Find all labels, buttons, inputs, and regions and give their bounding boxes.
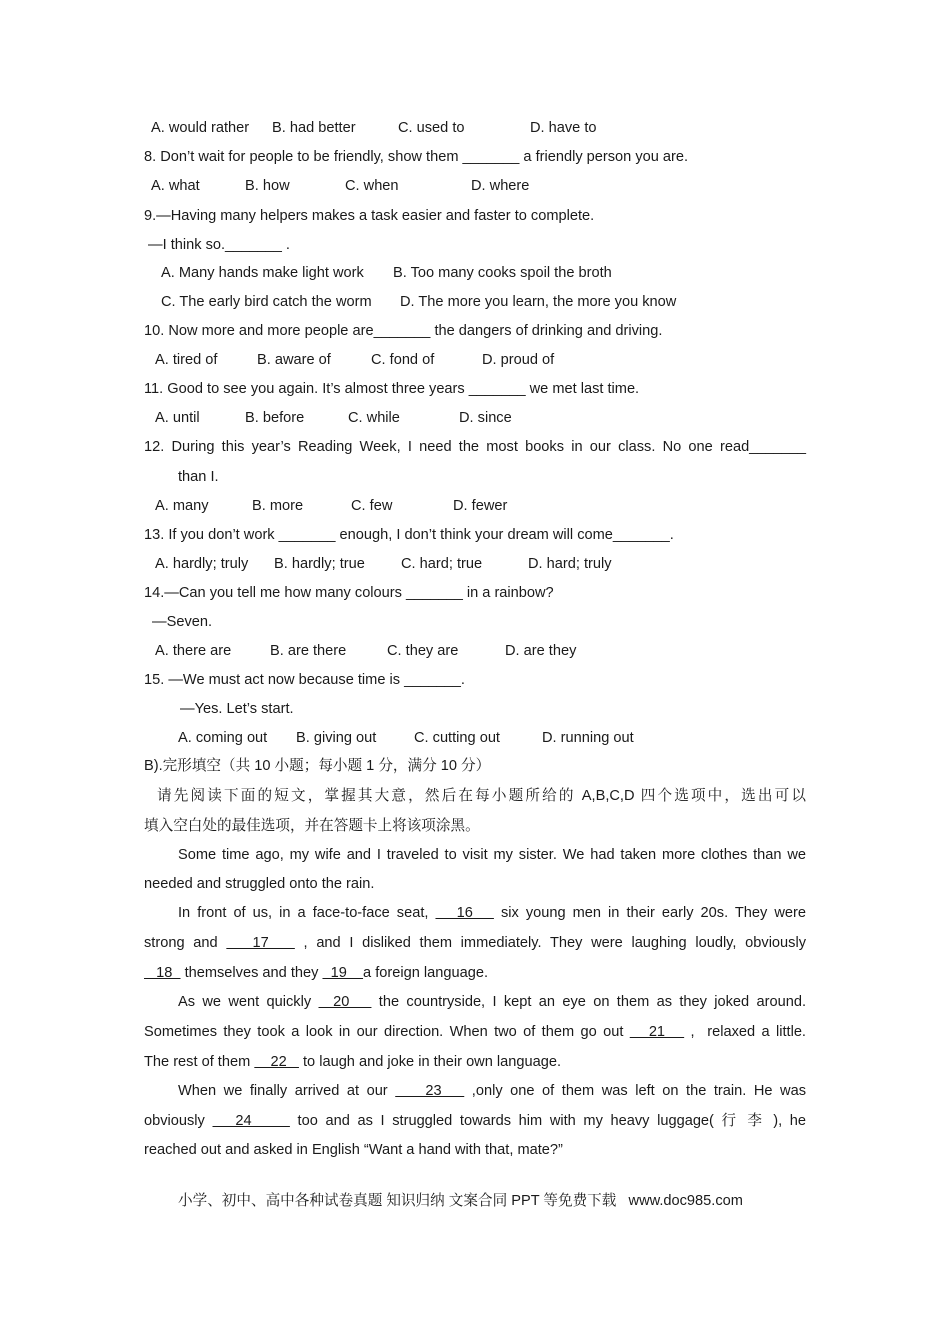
cloze-instruction-line1: 请先阅读下面的短文，掌握其大意，然后在每小题所给的 A,B,C,D 四个选项中，选出可以 [157,788,806,804]
q9-option-c: C. The early bird catch the worm [161,294,372,310]
q9-stem: 9.—Having many helpers makes a task easier and faster to complete. [144,208,595,224]
q15-option-d: D. running out [542,730,634,746]
blank-19: 19 [322,965,364,981]
q13-option-a: A. hardly; truly [155,556,249,572]
q14-stem: 14.—Can you tell me how many colours _______ in a rainbow? [144,585,554,601]
blank-21: 21 [629,1024,685,1040]
q7-option-b: B. had better [272,120,356,136]
paragraph1-line2: needed and struggled onto the rain. [144,876,375,892]
q8-option-d: D. where [471,178,530,194]
q12-stem: 12. During this year’s Reading Week, I need the most books in our class. No one read_______ [144,439,806,455]
q10-option-a: A. tired of [155,352,218,368]
q12-option-c: C. few [351,498,393,514]
paragraph3-line3: The rest of them 22 to laugh and joke in their own language. [144,1054,562,1070]
paragraph2-line2: strong and 17 , and I disliked them immediately. They were laughing loudly, obviously [144,935,806,951]
q10-stem: 10. Now more and more people are_______ the dangers of drinking and driving. [144,323,663,339]
blank-18: 18 [144,965,181,981]
q8-option-a: A. what [151,178,200,194]
q10-option-c: C. fond of [371,352,435,368]
paragraph4-line3: reached out and asked in English “Want a hand with that, mate?” [144,1142,563,1158]
q14-option-c: C. they are [387,643,459,659]
blank-24: 24 [212,1113,290,1129]
paragraph2-line1: In front of us, in a face-to-face seat, 16 six young men in their early 20s. They were [178,905,806,921]
q14-option-b: B. are there [270,643,347,659]
blank-16: 16 [435,905,494,921]
blank-22: 22 [254,1054,299,1070]
q8-option-b: B. how [245,178,290,194]
blank-20: 20 [318,994,372,1010]
q12-option-a: A. many [155,498,209,514]
paragraph3-line2: Sometimes they took a look in our direction. When two of them go out 21 , relaxed a little. [144,1024,806,1040]
q10-option-b: B. aware of [257,352,331,368]
q9-option-a: A. Many hands make light work [161,265,364,281]
page-footer: 小学、初中、高中各种试卷真题 知识归纳 文案合同 PPT 等免费下载 www.doc985.com [178,1193,743,1209]
q9-option-b: B. Too many cooks spoil the broth [393,265,612,281]
q13-option-c: C. hard; true [401,556,483,572]
q12-option-d: D. fewer [453,498,508,514]
q7-option-a: A. would rather [151,120,250,136]
q8-option-c: C. when [345,178,399,194]
blank-23: 23 [395,1083,465,1099]
q15-reply: —Yes. Let’s start. [180,701,294,717]
blank-17: 17 [226,935,295,951]
q13-stem: 13. If you don’t work _______ enough, I don’t think your dream will come_______. [144,527,674,543]
cloze-heading: B).完形填空（共 10 小题；每小题 1 分，满分 10 分） [144,758,491,774]
paragraph3-line1: As we went quickly 20 the countryside, I kept an eye on them as they joked around. [178,994,806,1010]
cloze-instruction-line2: 填入空白处的最佳选项，并在答题卡上将该项涂黑。 [144,818,480,834]
q15-stem: 15. —We must act now because time is _______. [144,672,465,688]
q11-option-d: D. since [459,410,512,426]
q14-option-d: D. are they [505,643,577,659]
q8-stem: 8. Don’t wait for people to be friendly, show them _______ a friendly person you are. [144,149,689,165]
q7-option-d: D. have to [530,120,597,136]
q14-reply: —Seven. [152,614,213,630]
q15-option-b: B. giving out [296,730,377,746]
q12-option-b: B. more [252,498,304,514]
q9-reply: —I think so._______ . [148,237,290,253]
q11-stem: 11. Good to see you again. It’s almost three years _______ we met last time. [144,381,640,397]
q11-option-b: B. before [245,410,305,426]
q12-stem-continued: than I. [178,469,219,485]
q9-option-d: D. The more you learn, the more you know [400,294,677,310]
paragraph2-line3: 18 themselves and they 19 a foreign language. [144,965,489,981]
q15-option-c: C. cutting out [414,730,500,746]
q13-option-d: D. hard; truly [528,556,612,572]
paragraph1-line1: Some time ago, my wife and I traveled to visit my sister. We had taken more clothes than we [178,847,806,863]
q10-option-d: D. proud of [482,352,555,368]
paragraph4-line1: When we finally arrived at our 23 ,only one of them was left on the train. He was [178,1083,806,1099]
q7-option-c: C. used to [398,120,465,136]
q15-option-a: A. coming out [178,730,268,746]
q14-option-a: A. there are [155,643,232,659]
q13-option-b: B. hardly; true [274,556,365,572]
paragraph4-line2: obviously 24 too and as I struggled towards him with my heavy luggage( 行 李 ), he [144,1113,807,1129]
q11-option-a: A. until [155,410,200,426]
q11-option-c: C. while [348,410,400,426]
